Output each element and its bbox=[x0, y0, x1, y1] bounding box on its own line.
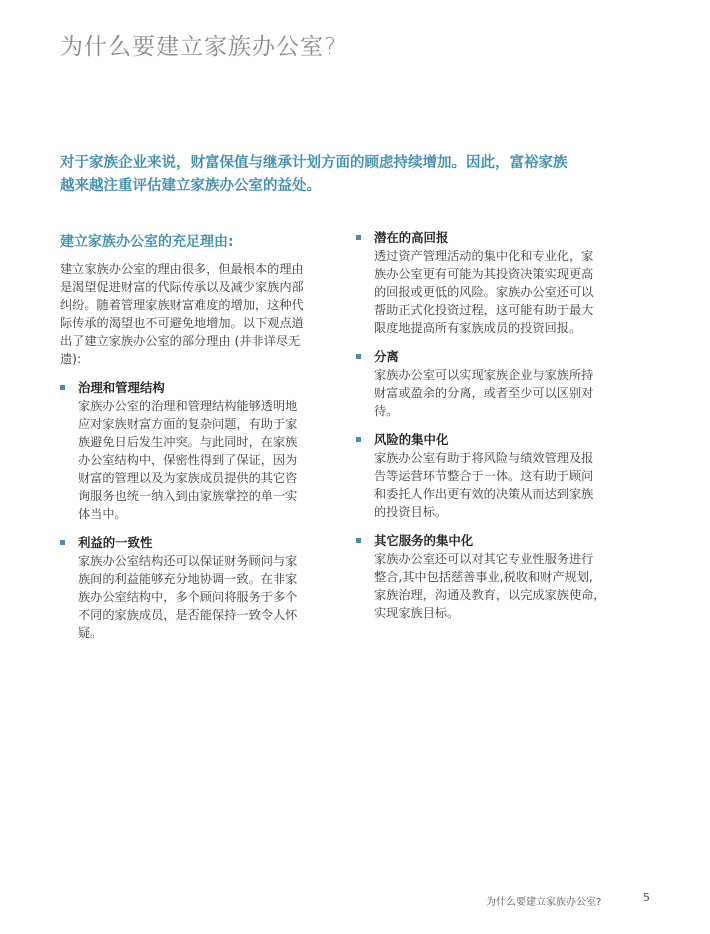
bullet-square-icon bbox=[356, 437, 361, 442]
item-line: 待。 bbox=[374, 404, 399, 418]
section-heading: 建立家族办公室的充足理由: bbox=[60, 234, 234, 250]
footer-title: 为什么要建立家族办公室? bbox=[486, 897, 602, 908]
bullet-square-icon bbox=[60, 385, 65, 390]
intro-line: 对于家族企业来说，财富保值与继承计划方面的顾虑持续增加。因此，富裕家族 bbox=[60, 155, 568, 171]
item-title: 其它服务的集中化 bbox=[374, 533, 474, 548]
item-title: 风险的集中化 bbox=[374, 432, 449, 447]
item-line: 体当中。 bbox=[78, 507, 127, 521]
item-text bbox=[374, 449, 652, 521]
bullet-square-icon bbox=[356, 354, 361, 359]
paragraph-line: 是渴望促进财富的代际传承以及减少家族内部 bbox=[60, 280, 304, 294]
item-line: 的投资目标。 bbox=[374, 505, 448, 519]
item-line: 不同的家族成员，是否能保持一致令人怀 bbox=[78, 608, 298, 622]
intro-line: 越来越注重评估建立家族办公室的益处。 bbox=[60, 178, 321, 194]
item-line: 家族办公室结构还可以保证财务顾问与家 bbox=[78, 554, 298, 568]
list-item-returns bbox=[356, 229, 652, 337]
paragraph-line: 遗): bbox=[60, 352, 82, 366]
item-text bbox=[78, 552, 328, 642]
item-title: 治理和管理结构 bbox=[78, 380, 165, 395]
item-line: 整合,其中包括慈善事业,税收和财产规划, bbox=[374, 570, 593, 584]
item-line: 家族办公室可以实现家族企业与家族所持 bbox=[374, 368, 594, 382]
item-line: 透过资产管理活动的集中化和专业化，家 bbox=[374, 249, 594, 263]
item-line: 族办公室更有可能为其投资决策实现更高 bbox=[374, 267, 594, 281]
item-line: 帮助正式化投资过程，这可能有助于最大 bbox=[374, 303, 594, 317]
item-line: 疑。 bbox=[78, 626, 103, 640]
item-line: 告等运营环节整合于一体。这有助于顾问 bbox=[374, 469, 594, 483]
item-line: 实现家族目标。 bbox=[374, 606, 460, 620]
list-item-alignment bbox=[60, 534, 328, 642]
bullet-square-icon bbox=[356, 538, 361, 543]
item-line: 家族办公室还可以对其它专业性服务进行 bbox=[374, 552, 594, 566]
item-line: 的回报或更低的风险。家族办公室还可以 bbox=[374, 285, 594, 299]
paragraph-line: 纠纷。随着管理家族财富难度的增加，这种代 bbox=[60, 298, 304, 312]
item-line: 族办公室结构中，多个顾问将服务于多个 bbox=[78, 590, 298, 604]
list-item-governance bbox=[60, 379, 328, 523]
item-line: 财富或盈余的分离，或者至少可以区别对 bbox=[374, 386, 594, 400]
item-line: 应对家族财富方面的复杂问题，有助于家 bbox=[78, 417, 298, 431]
bullet-square-icon bbox=[60, 540, 65, 545]
page-number: 5 bbox=[643, 891, 650, 904]
item-text bbox=[78, 397, 328, 523]
item-title: 利益的一致性 bbox=[78, 535, 153, 550]
item-line: 家族办公室的治理和管理结构能够透明地 bbox=[78, 399, 298, 413]
item-line: 家族治理，沟通及教育，以完成家族使命， bbox=[374, 588, 606, 602]
paragraph-line: 建立家族办公室的理由很多，但最根本的理由 bbox=[60, 262, 304, 276]
item-line: 族间的利益能够充分地协调一致。在非家 bbox=[78, 572, 298, 586]
item-text bbox=[374, 550, 652, 622]
item-line: 办公室结构中，保密性得到了保证，因为 bbox=[78, 453, 298, 467]
page-title: 为什么要建立家族办公室? bbox=[60, 34, 338, 60]
item-line: 和委托人作出更有效的决策从而达到家族 bbox=[374, 487, 594, 501]
list-item-services bbox=[356, 532, 652, 622]
item-title: 潜在的高回报 bbox=[374, 230, 449, 245]
item-title: 分离 bbox=[374, 349, 399, 364]
list-item-risk bbox=[356, 431, 652, 521]
item-text bbox=[374, 247, 652, 337]
bullet-square-icon bbox=[356, 235, 361, 240]
item-line: 询服务也统一纳入到由家族掌控的单一实 bbox=[78, 489, 298, 503]
left-intro-paragraph bbox=[60, 260, 328, 368]
paragraph-line: 出了建立家族办公室的部分理由 (并非详尽无 bbox=[60, 334, 301, 348]
item-line: 族避免日后发生冲突。与此同时，在家族 bbox=[78, 435, 298, 449]
list-item-separation bbox=[356, 348, 652, 420]
item-line: 家族办公室有助于将风险与绩效管理及报 bbox=[374, 451, 594, 465]
left-column bbox=[60, 231, 328, 642]
right-column bbox=[356, 229, 652, 622]
intro-summary bbox=[60, 152, 652, 198]
item-line: 限度地提高所有家族成员的投资回报。 bbox=[374, 321, 582, 335]
item-text bbox=[374, 366, 652, 420]
paragraph-line: 际传承的渴望也不可避免地增加。以下观点道 bbox=[60, 316, 304, 330]
item-line: 财富的管理以及为家族成员提供的其它咨 bbox=[78, 471, 298, 485]
